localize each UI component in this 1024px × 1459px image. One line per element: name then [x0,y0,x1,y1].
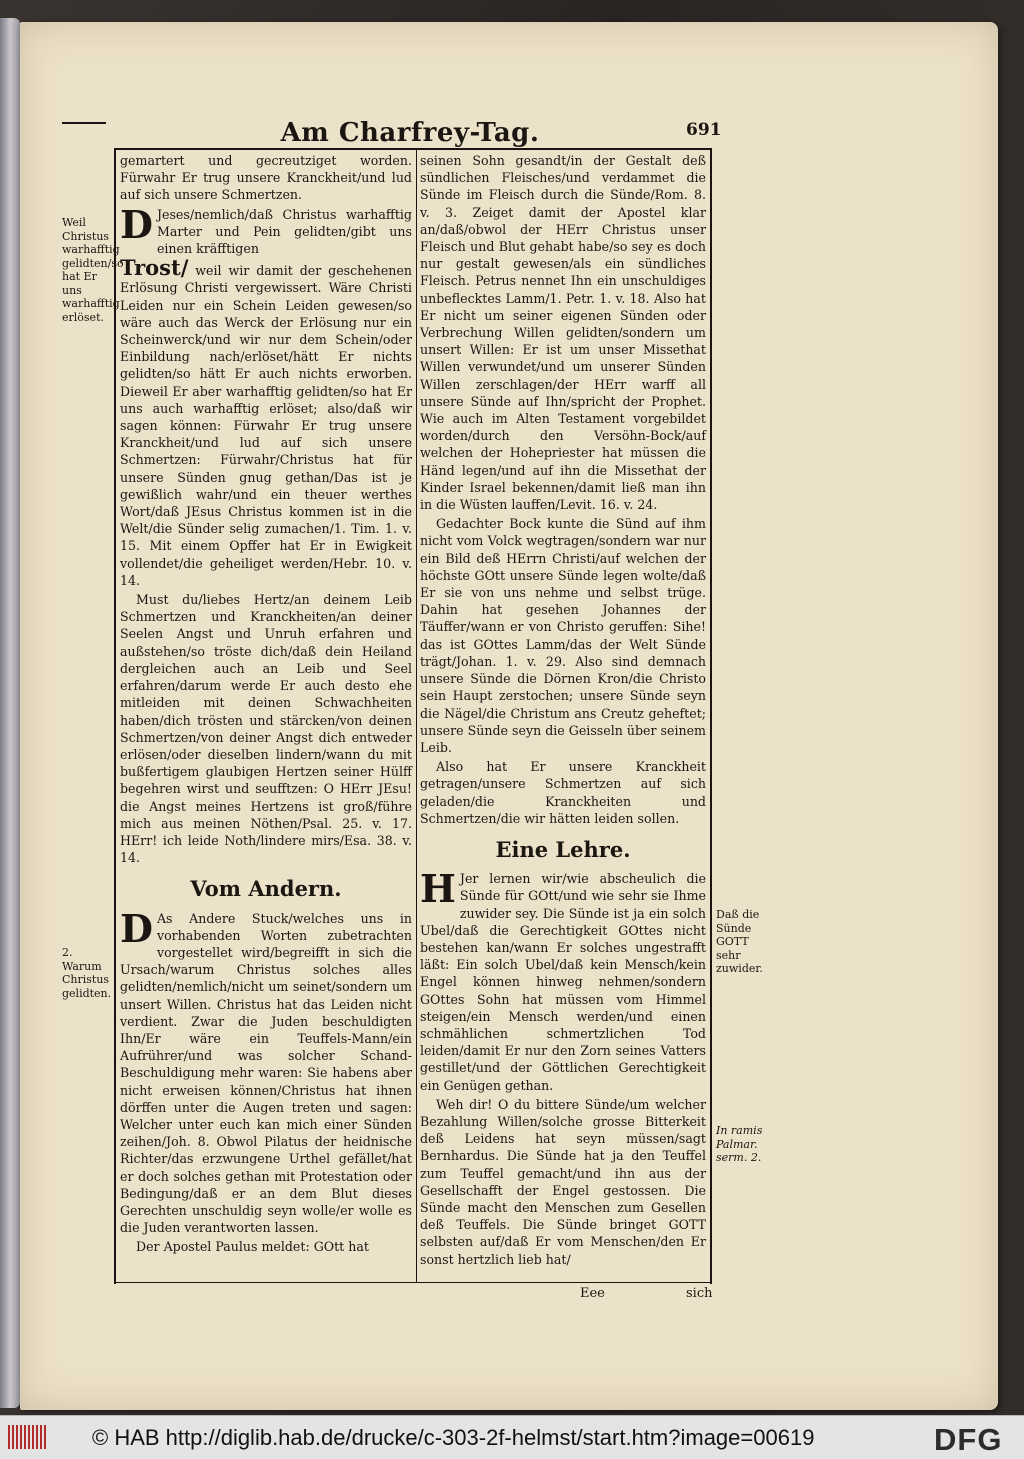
paragraph: D As Andere Stuck/welches uns in vorhabenden Worten zubetrachten vorgestellet wird/begreifft in sich die Ursach/warum Christus solches alles gelidten/nemlich/nicht um seinet/sondern um unsert Willen. Christus hat das Leiden nicht verdient. Zwar die Juden beschuldigten Ihn/Er wäre ein Teuffels-Mann/ein Aufrührer/und was solcher Schand-Beschuldigung mehr waren: Sie habens aber nicht erweisen können/Christus hat ihnen dörffen unter die Augen treten und sagen: Welcher unter euch kan mich einer Sünden zeihen/Joh. 8. Obwol Pilatus der heidnische Richter/das erzwungene Urthel gefället/hat er doch solches gethan mit Protestation oder Bedingung/daß er an dem Blut dieses Gerechten unschuldig seyn wolle/er wolle es die Juden verantworten lassen. [120,905,412,1236]
emphasis-word: Trost/ [120,255,189,281]
paragraph: Must du/liebes Hertz/an deinem Leib Schmertzen und Kranckheiten/an deiner Seelen Angst und Unruh erfahren und außstehen/so tröste dich/daß dein Heiland dergleichen auch an Leib und Seel erfahren/darum werde Er auch desto ehe mitleiden mit deinen Schwachheiten haben/dich trösten und stärcken/von deinen Schmertzen/von deiner Angst dich entweder erlösen/oder dieselben lindern/wann du mit bußfertigem glaubigen Hertzen seiner Hülff begehren wirst und seufftzen: O HErr JEsu! die Angst meines Hertzens ist groß/führe mich aus meinen Nöthen/Psal. 25. v. 17. HErr! ich leide Noth/lindere mirs/Esa. 38. v. 14. [120,592,412,866]
catchword: sich [686,1286,713,1301]
left-text-column [120,152,412,1258]
section-heading: Eine Lehre. [495,836,631,862]
paragraph: Also hat Er unsere Kranckheit getragen/unsere Schmertzen auf sich geladen/die Kranckheiten und Schmertzen/die wir hätten leiden sollen. [420,759,706,826]
right-frame-line [710,148,712,1284]
source-url-link[interactable]: © HAB http://diglib.hab.de/drucke/c-303-2f-helmst/start.htm?image=00619 [92,1425,815,1450]
header-frame-rule [114,148,710,150]
signature-mark: Eee [580,1286,605,1301]
margin-note-right-2: In ramis Palmar. serm. 2. [716,1124,763,1164]
dfg-logo: DFG [934,1422,1003,1457]
left-frame-line [114,148,116,1284]
paragraph: Trost/ weil wir damit der geschehenen Erlösung Christi vergewissert. Wäre Christi Leiden nur ein Schein Leiden gewesen/so wäre auch das Werck der Erlösung nur ein Scheinwerck/und wir nur dem Schein/oder Einbildung nach/erlöset/hätt Er nichts gelidten/so hätt Er auch nichts erworben. Dieweil Er aber warhafftig gelidten/so hat Er uns auch warhafftig erlöset; also/daß wir sagen können: Fürwahr Er trug unsere Kranckheit/und lud auf sich unsere Schmertzen: Fürwahr/Christus hat für unsere Sünden gnug gethan/Das ist je gewißlich wahr/und ein theuer werthes Wort/daß JEsus Christus kommen ist in die Welt/die Sünder selig zumachen/1. Tim. 1. v. 15. Mit einem Opffer hat Er in Ewigkeit vollendet/die geheiliget werden/Hebr. 10. v. 14. [120,255,412,588]
drop-cap: D [120,905,153,951]
paragraph: Der Apostel Paulus meldet: GOtt hat [136,1239,369,1255]
paragraph: Weh dir! O du bittere Sünde/um welcher Bezahlung Willen/solche grosse Bitterkeit deß Leidens hat seyn müssen/sagt Bernhardus. Die Sünde hat ja den Teuffel zum Teuffel gemacht/und ihn aus der Gesellschafft der Engel gestossen. Die Sünde macht den Menschen zum Gesellen deß Teuffels. Die Sünde bringet GOTT selbsten auf/daß Er vom Menschen/den Er sonst hertzlich lieb hat/ [420,1096,706,1267]
paragraph: D Jeses/nemlich/daß Christus warhafftig Marter und Pein gelidten/gibt uns einen kräfftigen [120,201,412,257]
section-heading: Vom Andern. [190,876,342,902]
page-number: 691 [686,120,722,140]
paragraph: Gedachter Bock kunte die Sünd auf ihm nicht vom Volck wegtragen/sondern war nur ein Bild deß HErrn Christi/auf welchen der höchste GOtt unsere Sünde legen wolte/daß Er sie von uns nehme und selbst trüge. Dahin hat gesehen Johannes der Täuffer/wann er von Christo geruffen: Sihe! das ist GOttes Lamm/das der Welt Sünde trägt/Johan. 1. v. 29. Also sind demnach unsere Sünde die Dörnen Kron/die Christo sein Haupt zerstochen; unsere Sünde seyn die Nägel/die Christum ans Creutz geheftet; unsere Sünde seyn die Geisseln über seinem Leib. [420,516,706,755]
hab-barcode-icon [8,1425,48,1449]
header-rule [62,122,106,124]
footer-frame-rule [114,1282,710,1283]
right-text-column [420,152,706,1270]
margin-note-right-1: Daß die Sünde GOTT sehr zuwider. [716,908,763,975]
paragraph: seinen Sohn gesandt/in der Gestalt deß sündlichen Fleisches/und verdammet die Sünde im Fleisch durch die Sünde/Rom. 8. v. 3. Zeiget damit der Apostel klar an/daß/obwol der HErr Christus unser Fleisch und Blut gehabt habe/so sey es doch nur gestalt gewesen/als ein sündliches Fleisch. Petrus nennet Ihn ein unschuldiges unbeflecktes Lamm/1. Petr. 1. v. 18. Also hat Er nicht um seiner eigenen Sünden oder Verbrechung Willen gelidten/sondern um unsert Willen: Er ist um unser Missethat Willen verwundet/und um unserer Sünden Willen zerschlagen/der HErr warff all unsere Sünde auf Ihn/spricht der Prophet. Wie auch im Alten Testament vorgebildet worden/durch den Versöhn-Bock/auf welchen der Hohepriester hat müssen die Händ legen/und auf ihn die Missethat der Kinder Israel bekennen/damit ließ man ihn in die Wüsten lauffen/Levit. 16. v. 24. [420,153,706,513]
previous-page-edge [0,18,20,1408]
column-divider [416,150,417,1282]
paragraph: gemartert und gecreutziget worden. Fürwahr Er trug unsere Kranckheit/und lud auf sich unsere Schmertzen. [120,153,412,203]
margin-note-left-2: 2. Warum Christus gelidten. [62,946,112,1000]
bleed-through-shadow [722,352,752,1132]
viewer-footer [0,1415,1024,1459]
drop-cap: H [420,866,456,912]
margin-note-left-1: Weil Christus warhafftig gelidten/so hat Er uns warhafftig erlöset. [62,216,124,324]
running-title: Am Charfrey-Tag. [280,118,540,148]
paragraph: H Jer lernen wir/wie abscheulich die Sünde für GOtt/und wie sehr sie Ihme zuwider sey. Die Sünde ist ja ein solch Ubel/daß die Gerechtigkeit GOttes nicht bestehen kan/wann Er solches ungestrafft läßt: Ein solch Ubel/daß kein Mensch/kein Engel können hinweg nehmen/sondern GOttes Sohn hat müssen vom Himmel steigen/ein Mensch werden/und einen schmählichen schmertzlichen Tod leiden/damit Er nur den Zorn seines Vatters gestillet/und der Göttlichen Gerechtigkeit ein Genügen gethan. [420,866,706,1093]
drop-cap: D [120,201,153,247]
